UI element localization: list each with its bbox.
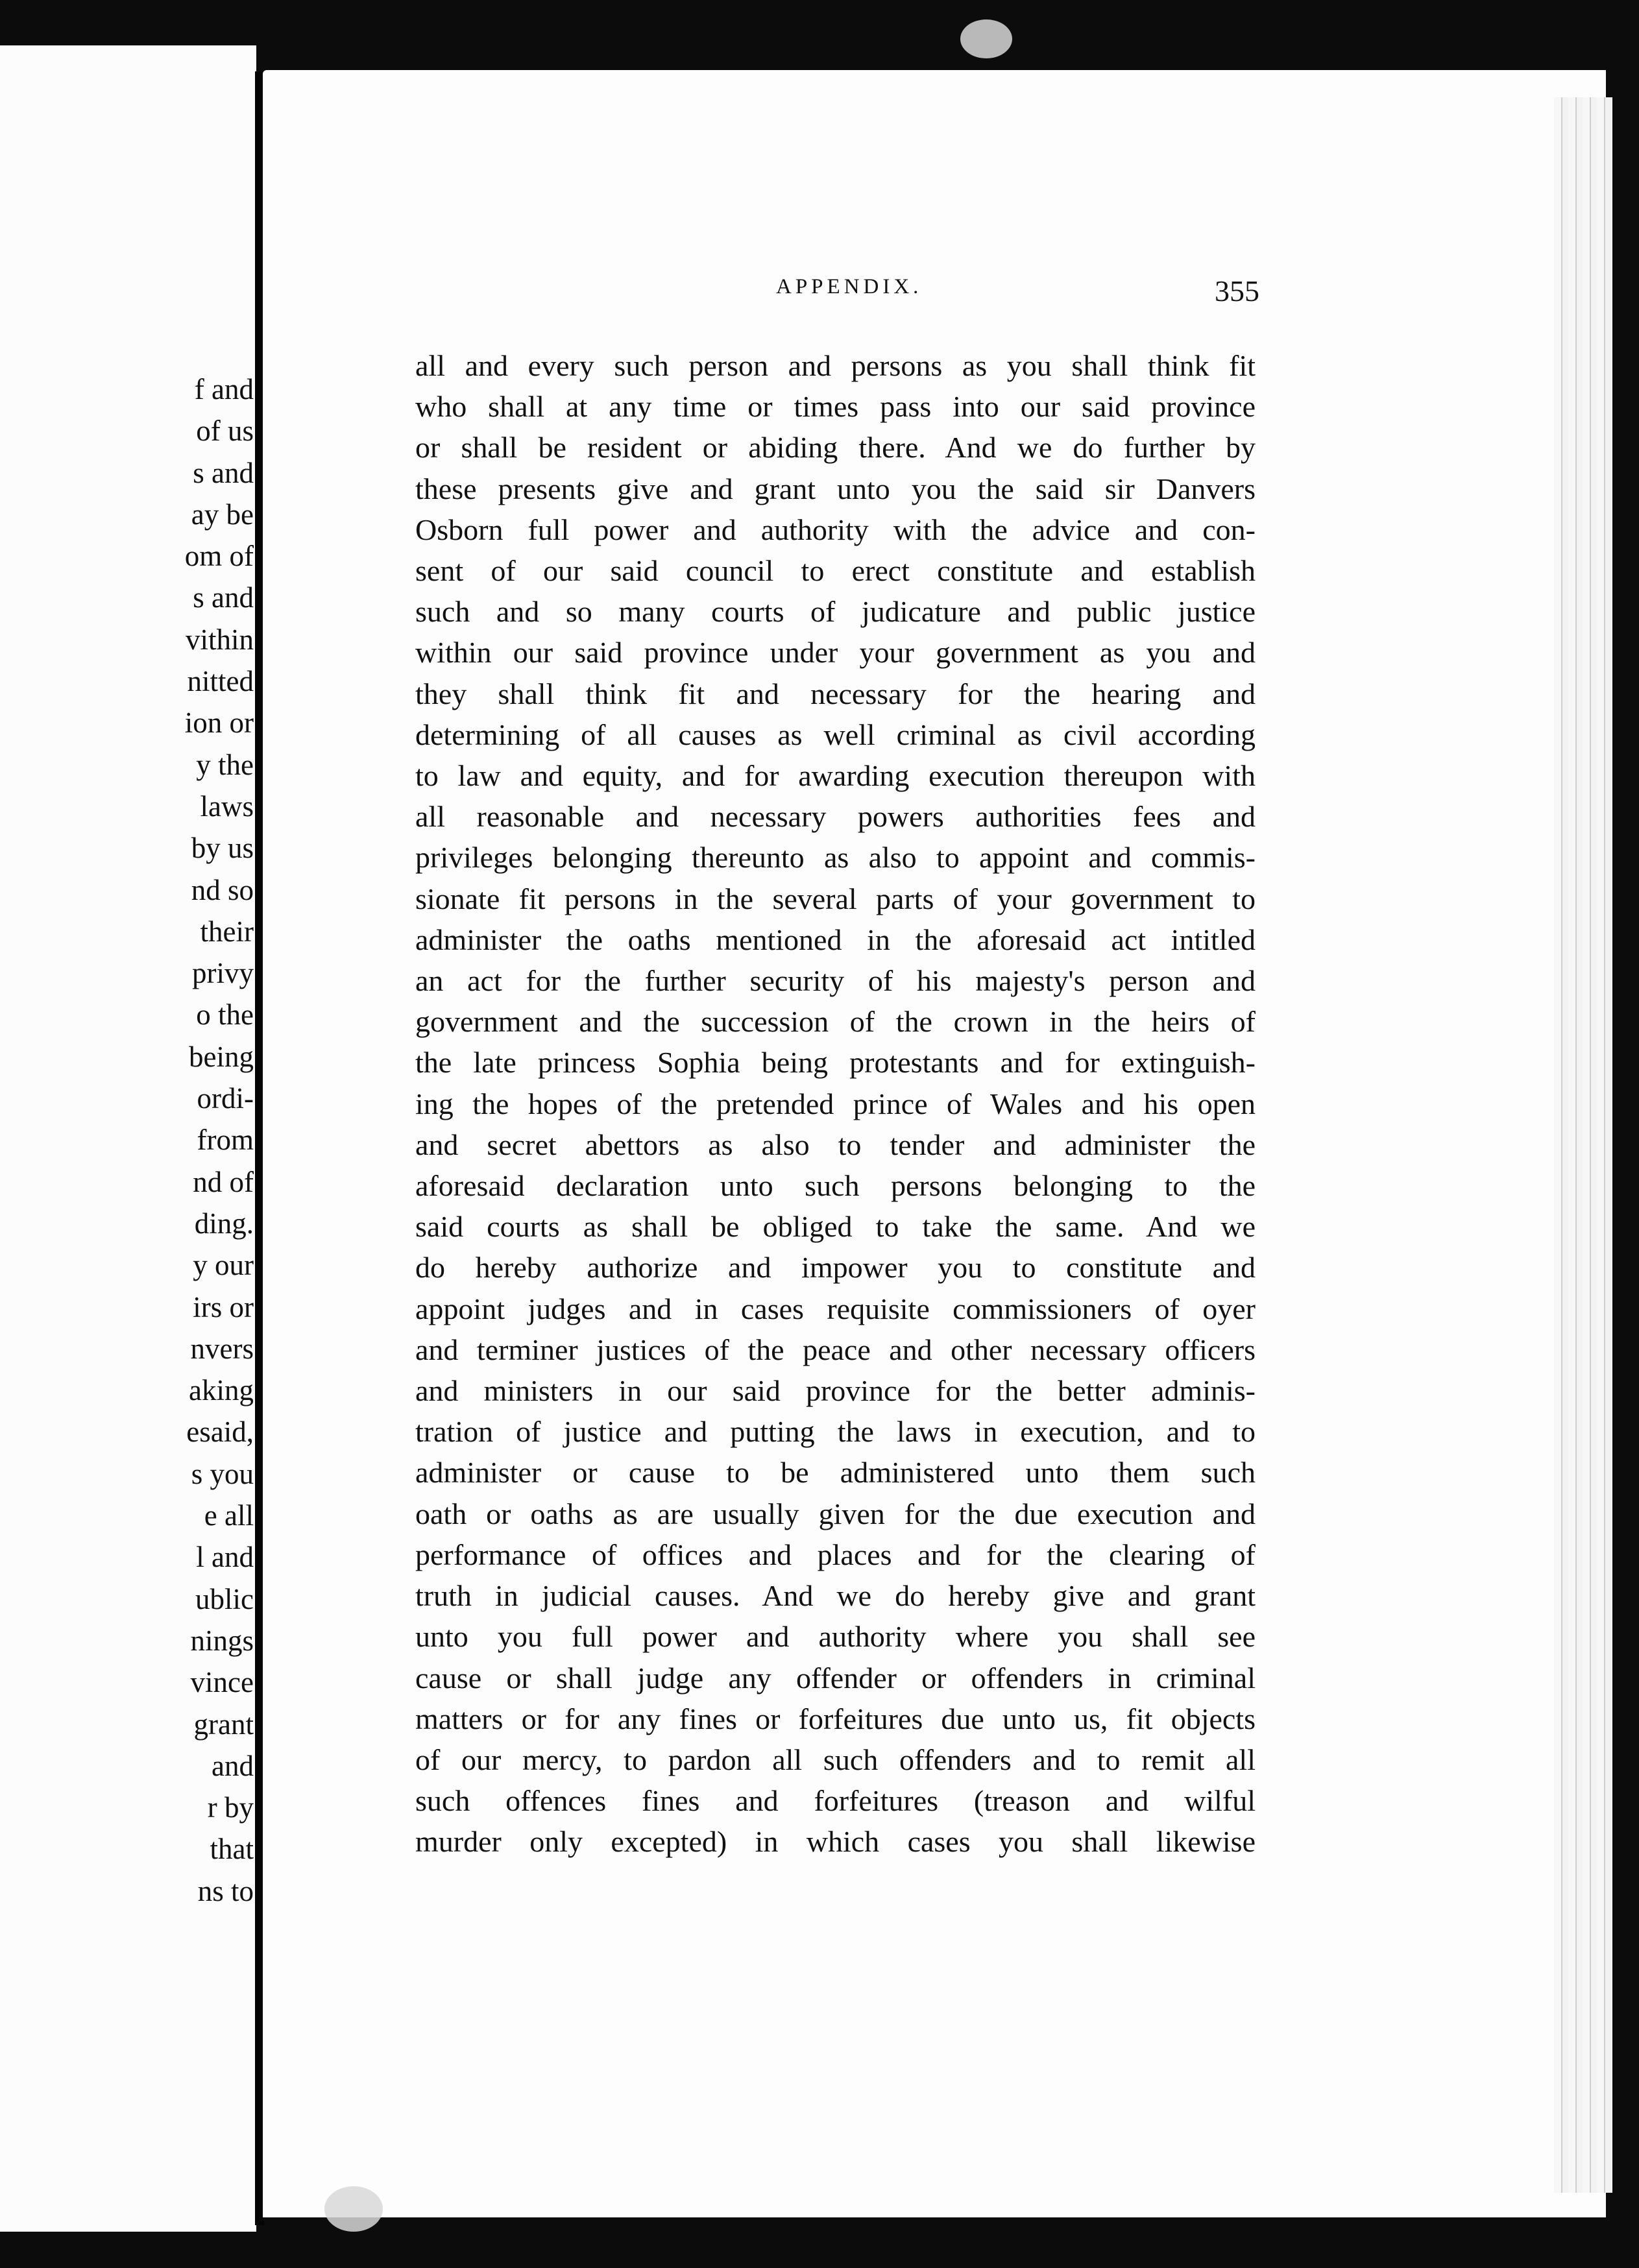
text-line: administer or cause to be administered unto them such <box>415 1456 1256 1490</box>
left-page-line: l and <box>196 1541 254 1574</box>
left-page-line: nd of <box>193 1165 254 1198</box>
left-page-line: ion or <box>184 706 254 740</box>
left-page-line: r by <box>207 1791 254 1824</box>
left-page-line: s and <box>193 581 254 614</box>
left-page-line: laws <box>200 790 254 823</box>
text-line: or shall be resident or abiding there. And we do further by <box>415 431 1256 464</box>
text-line: aforesaid declaration unto such persons belonging to the <box>415 1169 1256 1203</box>
left-page-line: of us <box>196 415 254 448</box>
left-page-line: ublic <box>195 1582 254 1615</box>
text-line: determining of all causes as well criminal as civil according <box>415 718 1256 751</box>
text-line: and secret abettors as also to tender and administer the <box>415 1128 1256 1161</box>
text-line: tration of justice and putting the laws in execution, and to <box>415 1415 1256 1449</box>
left-page-line: esaid, <box>186 1416 254 1449</box>
left-page-line: nitted <box>187 665 254 698</box>
left-page-line: aking <box>189 1374 254 1407</box>
text-line: administer the oaths mentioned in the aforesaid act intitled <box>415 923 1256 956</box>
left-page-line: o the <box>196 998 254 1031</box>
text-line: unto you full power and authority where you shall see <box>415 1620 1256 1654</box>
left-page-line: ordi- <box>197 1082 254 1115</box>
left-page-line: vince <box>190 1666 254 1699</box>
left-page-line: ay be <box>191 498 254 531</box>
left-page-line: y our <box>193 1249 254 1282</box>
text-line: an act for the further security of his majesty's person and <box>415 964 1256 998</box>
text-line: government and the succession of the crown in the heirs of <box>415 1005 1256 1039</box>
text-line: oath or oaths as are usually given for the due execution and <box>415 1497 1256 1530</box>
text-line: of our mercy, to pardon all such offenders and to remit all <box>415 1743 1256 1776</box>
text-line: such and so many courts of judicature and public justice <box>415 595 1256 629</box>
running-head: APPENDIX. <box>776 275 923 298</box>
text-line: appoint judges and in cases requisite commissioners of oyer <box>415 1292 1256 1325</box>
left-page-line: s and <box>193 456 254 489</box>
left-page-line: s you <box>191 1457 254 1490</box>
text-line: truth in judicial causes. And we do hereby give and grant <box>415 1579 1256 1613</box>
left-page-text <box>185 368 254 1912</box>
text-line: and terminer justices of the peace and other necessary officers <box>415 1333 1256 1366</box>
body-text <box>415 345 1256 1863</box>
left-page-line: by us <box>191 832 254 865</box>
text-line: and ministers in our said province for the better adminis- <box>415 1374 1256 1408</box>
left-page-line: and <box>212 1749 254 1782</box>
left-page-line: nd so <box>191 873 254 906</box>
left-page-line: being <box>189 1040 254 1073</box>
text-line: performance of offices and places and for the clearing of <box>415 1538 1256 1571</box>
left-page-line: ding. <box>194 1207 254 1240</box>
text-line: all reasonable and necessary powers authorities fees and <box>415 800 1256 834</box>
text-line: sent of our said council to erect constitute and establish <box>415 554 1256 588</box>
left-page-line: that <box>210 1833 254 1866</box>
text-line: said courts as shall be obliged to take the same. And we <box>415 1210 1256 1244</box>
page-number: 355 <box>1215 274 1259 308</box>
left-page-line: vithin <box>185 623 254 656</box>
text-line: who shall at any time or times pass into our said province <box>415 390 1256 424</box>
text-line: do hereby authorize and impower you to constitute and <box>415 1251 1256 1285</box>
left-page-line: from <box>197 1124 254 1157</box>
left-page-line: their <box>200 915 254 948</box>
text-line: these presents give and grant unto you the said sir Danvers <box>415 472 1256 505</box>
page-edges <box>1554 97 1612 2193</box>
left-page-line: f and <box>194 373 254 405</box>
text-line: they shall think fit and necessary for the hearing and <box>415 677 1256 710</box>
text-line: within our said province under your government as you and <box>415 636 1256 670</box>
paper-stain <box>324 2186 383 2232</box>
left-page <box>0 45 256 2232</box>
left-page-line: nvers <box>190 1332 254 1365</box>
left-page-line: om of <box>184 540 254 573</box>
text-line: privileges belonging thereunto as also to appoint and commis- <box>415 841 1256 875</box>
left-page-line: grant <box>193 1707 254 1741</box>
left-page-line: y the <box>196 748 254 781</box>
left-page-line: irs or <box>193 1290 254 1323</box>
text-line: all and every such person and persons as you shall think fit <box>415 349 1256 382</box>
text-line: sionate fit persons in the several parts of your government to <box>415 882 1256 915</box>
paper-stain <box>960 19 1012 58</box>
text-line: Osborn full power and authority with the advice and con- <box>415 513 1256 546</box>
left-page-line: ns to <box>197 1874 254 1907</box>
text-line: cause or shall judge any offender or offenders in criminal <box>415 1661 1256 1695</box>
left-page-line: privy <box>192 957 254 990</box>
left-page-line: nings <box>190 1624 254 1657</box>
text-line: ing the hopes of the pretended prince of Wales and his open <box>415 1087 1256 1120</box>
left-page-line: e all <box>204 1499 254 1532</box>
text-line: such offences fines and forfeitures (treason and wilful <box>415 1784 1256 1818</box>
text-line: to law and equity, and for awarding execution thereupon with <box>415 759 1256 793</box>
text-line: matters or for any fines or forfeitures due unto us, fit objects <box>415 1702 1256 1735</box>
text-line: murder only excepted) in which cases you shall likewise <box>415 1825 1256 1859</box>
text-line: the late princess Sophia being protestants and for extinguish- <box>415 1046 1256 1080</box>
